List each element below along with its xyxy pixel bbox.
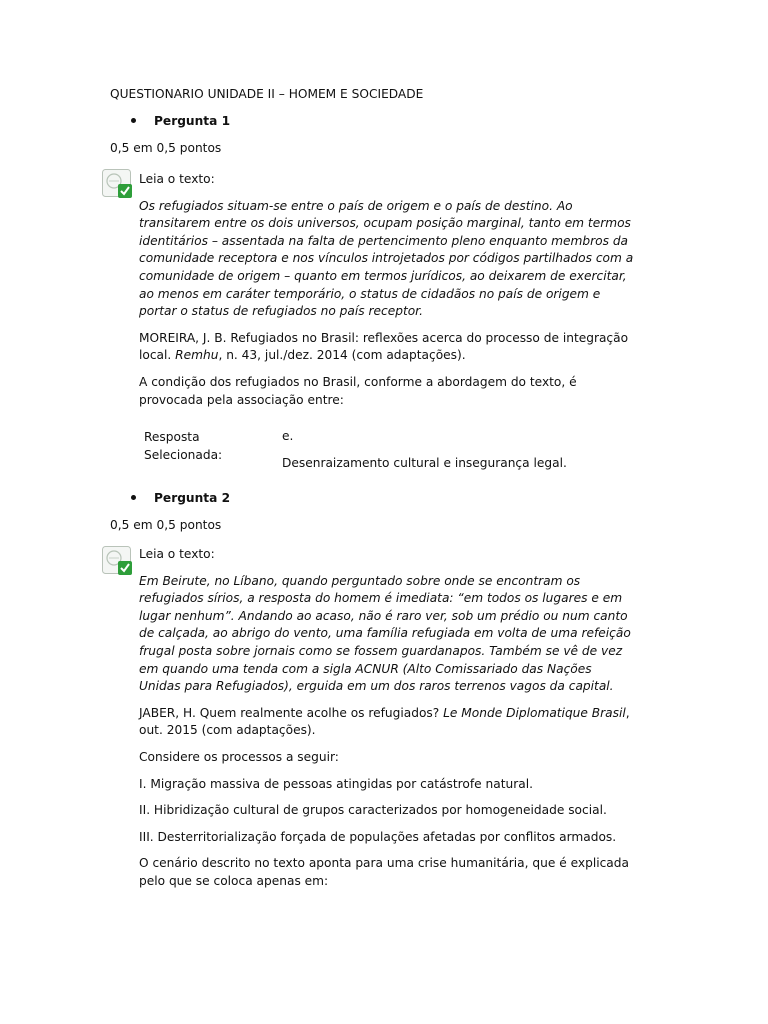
question-1-score: 0,5 em 0,5 pontos — [110, 141, 222, 155]
question-1-reference — [139, 330, 635, 365]
process-item-3: III. Desterritorialização forçada de populações afetadas por conflitos armados. — [139, 829, 617, 844]
question-1-prompt: A condição dos refugiados no Brasil, conforme a abordagem do texto, é provocada pela associação entre: — [139, 374, 577, 407]
question-2-reference — [139, 705, 635, 740]
bullet-icon — [131, 118, 136, 123]
reference-details: , n. 43, jul./dez. 2014 (com adaptações). — [218, 348, 466, 363]
question-1-heading — [131, 114, 230, 128]
reference-source: Le Monde Diplomatique Brasil — [443, 705, 626, 720]
question-2-heading — [131, 491, 230, 505]
question-2-consider: Considere os processos a seguir: — [139, 749, 339, 764]
reference-author: JABER, H. Quem realmente acolhe os refugiados? — [139, 705, 444, 720]
correct-answer-icon — [102, 546, 134, 576]
question-1-intro: Leia o texto: — [139, 172, 215, 186]
answer-letter: e. — [282, 429, 294, 443]
question-2-body — [139, 546, 635, 900]
reference-author: MOREIRA, J. B. Refugiados no Brasil: reflexões acerca do processo de integração local. — [139, 330, 629, 363]
question-2-quote: Em Beirute, no Líbano, quando perguntado sobre onde se encontram os refugiados sírios, a resposta do homem é imediata: “em todos os lugares e em lugar nenhum”. Andando ao acaso, não é raro ver, sob um prédio ou num canto de calçada, ao abrigo do vento, uma família refugiada em volta de uma refeição frugal posta sobre jornais como se fossem guardanapos. Também se vê de vez em quando uma tenda com a sigla ACNUR (Alto Comissariado das Nações Unidas para Refugiados), erguida em um dos raros terrenos vagos da capital. — [139, 573, 631, 694]
bullet-icon — [131, 495, 136, 500]
process-item-2: II. Hibridização cultural de grupos caracterizados por homogeneidade social. — [139, 803, 607, 818]
reference-details: , out. 2015 (com adaptações). — [139, 705, 630, 738]
question-2-label: Pergunta 2 — [154, 491, 231, 505]
question-2-score: 0,5 em 0,5 pontos — [110, 518, 222, 532]
question-1-quote: Os refugiados situam-se entre o país de origem e o país de destino. Ao transitarem entre os dois universos, ocupam posição marginal, tanto em termos identitários – assentada na falta de pertencimento pleno enquanto membros da comunidade receptora e nos vínculos introjetados por códigos partilhados com a comunidade de origem – quanto em termos jurídicos, ao deixarem de exercitar, ao menos em caráter temporário, o status de cidadãos no país de origem e portar o status de refugiados no país receptor. — [139, 198, 634, 319]
question-2-intro: Leia o texto: — [139, 547, 215, 561]
question-1-body — [139, 171, 635, 418]
process-item-1: I. Migração massiva de pessoas atingidas por catástrofe natural. — [139, 776, 533, 791]
correct-answer-icon — [102, 169, 134, 199]
reference-source: Remhu — [175, 348, 219, 363]
selected-answer: Desenraizamento cultural e insegurança legal. — [282, 456, 567, 470]
document-title: QUESTIONARIO UNIDADE II – HOMEM E SOCIEDADE — [110, 87, 424, 101]
answer-label: Resposta Selecionada: — [144, 430, 223, 462]
question-2-prompt: O cenário descrito no texto aponta para uma crise humanitária, que é explicada pelo que se coloca apenas em: — [139, 856, 629, 888]
question-1-label: Pergunta 1 — [154, 114, 231, 128]
